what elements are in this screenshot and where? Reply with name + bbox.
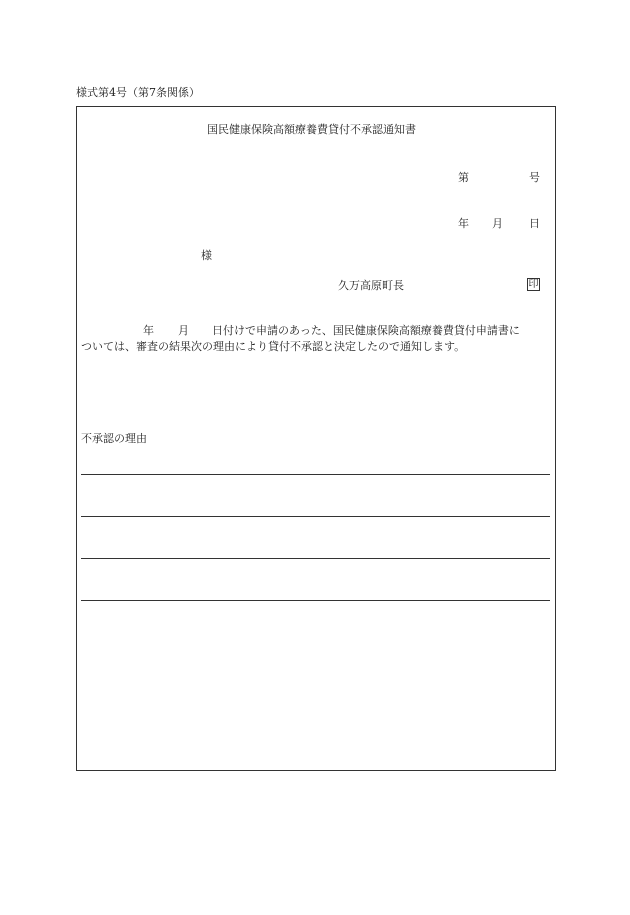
- reason-heading: 不承認の理由: [81, 432, 147, 445]
- form-frame: [76, 106, 556, 771]
- body-month-label: 月: [178, 324, 189, 337]
- seal-mark: 印: [528, 279, 539, 290]
- form-number-label: 様式第4号（第7条関係）: [76, 86, 200, 99]
- reason-line: [81, 558, 550, 559]
- document-title: 国民健康保険高額療養費貸付不承認通知書: [207, 123, 416, 136]
- reason-line: [81, 600, 550, 601]
- addressee-honorific: 様: [201, 249, 212, 262]
- document-number-suffix: 号: [529, 171, 540, 184]
- reason-line: [81, 474, 550, 475]
- date-year-label: 年: [458, 217, 469, 230]
- body-text-line-1: 日付けで申請のあった、国民健康保険高額療養費貸付申請書に: [212, 324, 520, 337]
- date-day-label: 日: [529, 217, 540, 230]
- date-month-label: 月: [492, 217, 503, 230]
- reason-line: [81, 516, 550, 517]
- document-number-prefix: 第: [458, 171, 469, 184]
- body-text-line-2: ついては、審査の結果次の理由により貸付不承認と決定したので通知します。: [81, 340, 466, 353]
- issuer-title: 久万高原町長: [338, 279, 404, 292]
- body-year-label: 年: [143, 324, 154, 337]
